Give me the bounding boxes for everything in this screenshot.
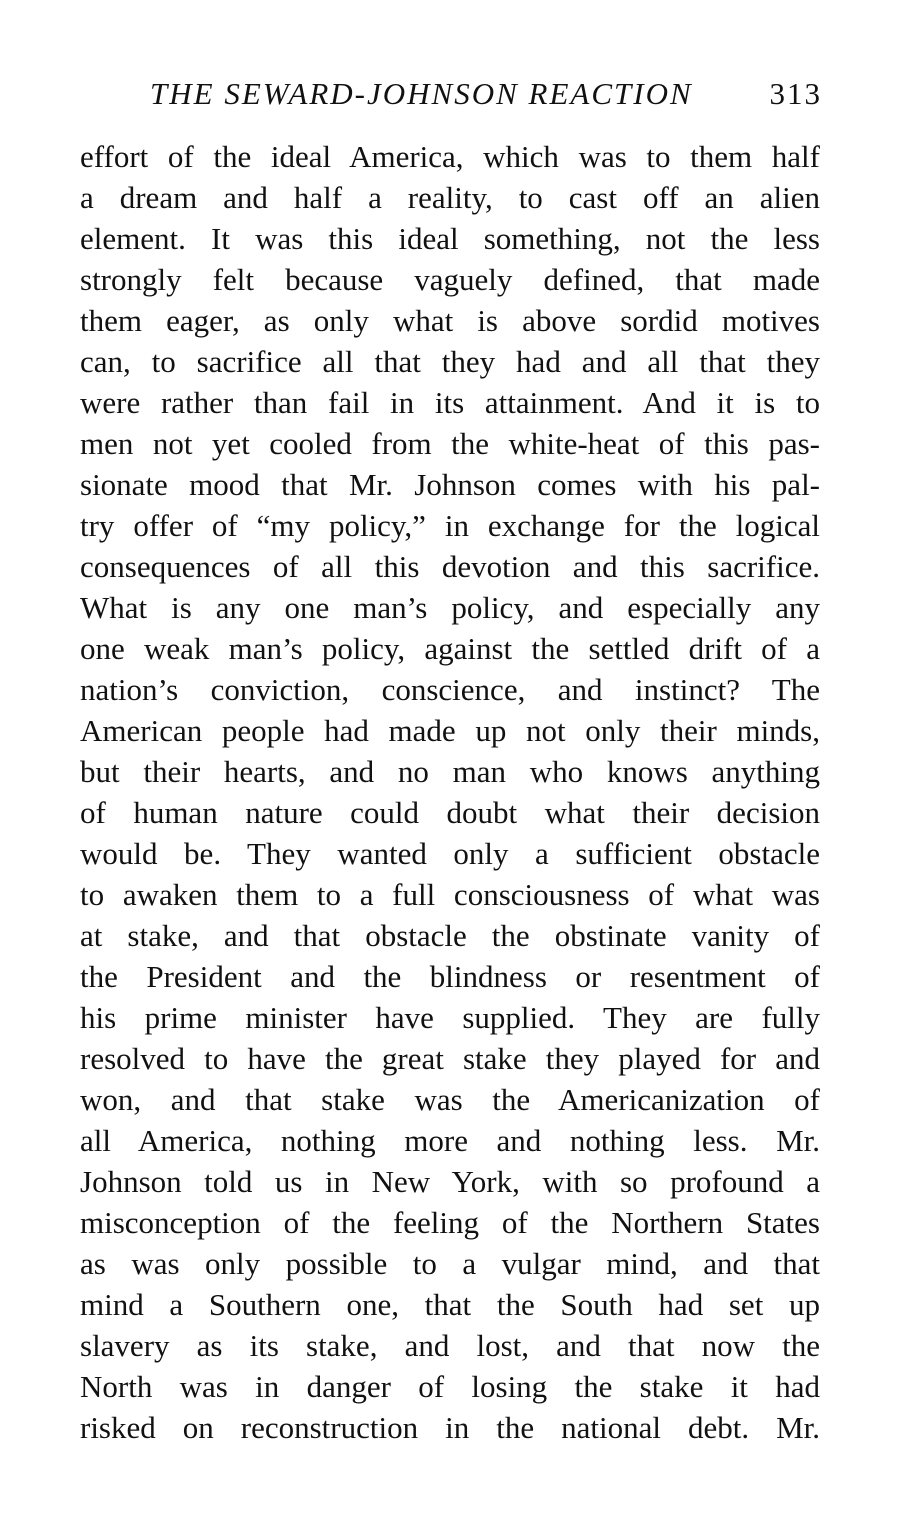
text-line: What is any one man’s policy, and especially any: [80, 590, 820, 625]
text-line: American people had made up not only their minds,: [80, 713, 820, 748]
text-line: them eager, as only what is above sordid motives: [80, 303, 820, 338]
text-line: his prime minister have supplied. They are fully: [80, 1000, 820, 1035]
text-line: but their hearts, and no man who knows anything: [80, 754, 820, 789]
text-line: sionate mood that Mr. Johnson comes with his pal-: [80, 467, 820, 502]
text-line: element. It was this ideal something, not the less: [80, 221, 820, 256]
text-line: mind a Southern one, that the South had set up: [80, 1287, 820, 1322]
text-line: would be. They wanted only a sufficient obstacle: [80, 836, 820, 871]
text-line: misconception of the feeling of the Northern States: [80, 1205, 820, 1240]
text-line: resolved to have the great stake they played for and: [80, 1041, 820, 1076]
text-line: the President and the blindness or resentment of: [80, 959, 820, 994]
running-head: [150, 72, 822, 116]
text-line: North was in danger of losing the stake it had: [80, 1369, 820, 1404]
running-title: THE SEWARD-JOHNSON REACTION: [150, 76, 693, 111]
text-line: a dream and half a reality, to cast off an alien: [80, 180, 820, 215]
text-line: as was only possible to a vulgar mind, and that: [80, 1246, 820, 1281]
text-line: men not yet cooled from the white-heat of this pas-: [80, 426, 820, 461]
text-line: won, and that stake was the Americanization of: [80, 1082, 820, 1117]
text-line: were rather than fail in its attainment. And it is to: [80, 385, 820, 420]
text-line: can, to sacrifice all that they had and all that they: [80, 344, 820, 379]
text-line: effort of the ideal America, which was to them half: [80, 139, 820, 174]
text-line: nation’s conviction, conscience, and instinct? The: [80, 672, 820, 707]
text-line: to awaken them to a full consciousness of what was: [80, 877, 820, 912]
text-line: all America, nothing more and nothing less. Mr.: [80, 1123, 820, 1158]
page-number: 313: [769, 76, 822, 111]
text-line: of human nature could doubt what their decision: [80, 795, 820, 830]
text-line: strongly felt because vaguely defined, that made: [80, 262, 820, 297]
text-line: risked on reconstruction in the national debt. Mr.: [80, 1410, 820, 1445]
text-line: Johnson told us in New York, with so profound a: [80, 1164, 820, 1199]
text-line: at stake, and that obstacle the obstinate vanity of: [80, 918, 820, 953]
body-text: [80, 136, 820, 1448]
text-line: consequences of all this devotion and this sacrifice.: [80, 549, 820, 584]
text-line: slavery as its stake, and lost, and that now the: [80, 1328, 820, 1363]
text-line: one weak man’s policy, against the settled drift of a: [80, 631, 820, 666]
text-line: try offer of “my policy,” in exchange for the logical: [80, 508, 820, 543]
